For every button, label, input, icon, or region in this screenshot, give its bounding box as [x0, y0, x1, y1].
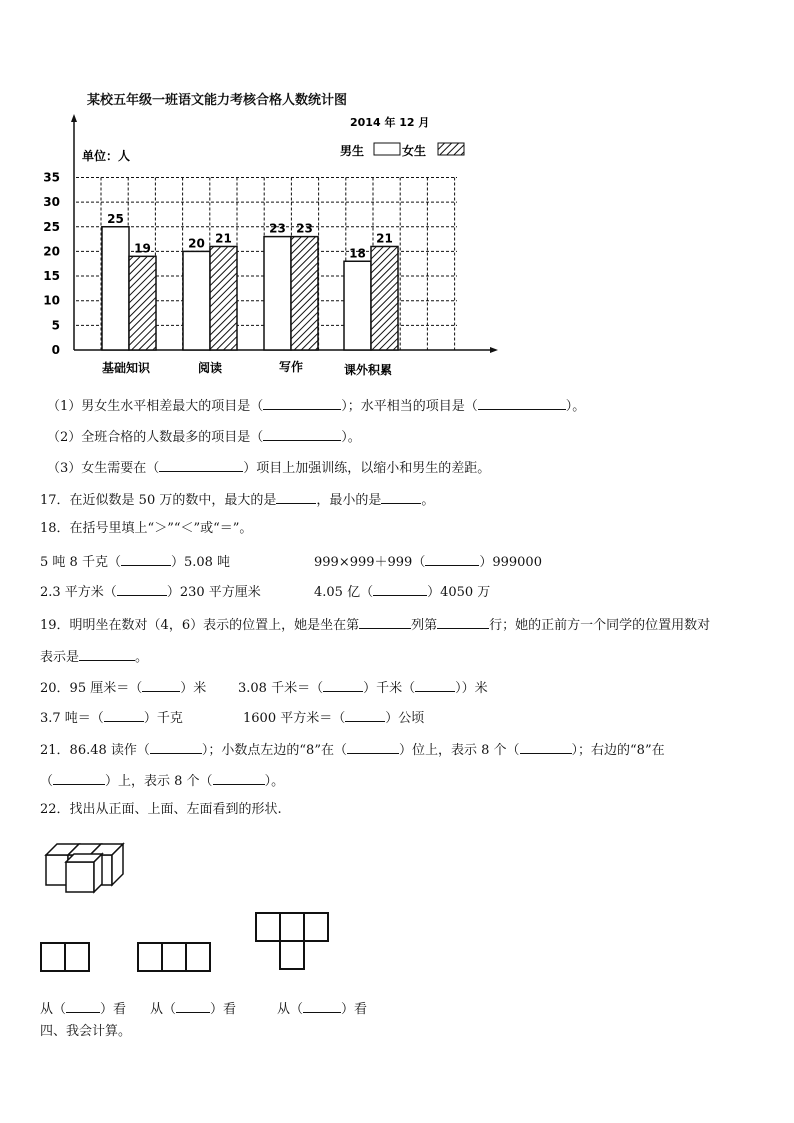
legend — [340, 143, 464, 158]
answer-blank[interactable] — [276, 490, 316, 504]
q16-1-text-a: （1）男女生水平相差最大的项目是（ — [47, 399, 264, 414]
bar-value-label: 23 — [296, 221, 313, 236]
legend-swatch-boys — [374, 143, 400, 155]
q16-3-text-a: （3）女生需要在（ — [47, 461, 160, 476]
x-category-label: 课外积累 — [343, 363, 393, 377]
q21-line2 — [40, 771, 284, 790]
bar-value-label: 18 — [349, 246, 366, 261]
q17-text-b: ，最小的是 — [316, 493, 382, 508]
y-tick-label: 20 — [43, 244, 60, 259]
answer-blank[interactable] — [303, 999, 341, 1013]
q21-line1 — [40, 740, 665, 759]
q18-text: 2.3 平方米（ — [40, 585, 117, 600]
answer-blank[interactable] — [345, 708, 385, 722]
bar-value-label: 20 — [188, 236, 205, 251]
q16-2-text-b: ）。 — [341, 430, 361, 445]
view-option-3 — [256, 913, 328, 969]
bar-value-label: 21 — [215, 231, 232, 246]
answer-blank[interactable] — [117, 582, 167, 596]
q21-text-d: ）；右边的“8”在 — [571, 743, 665, 758]
legend-label-girls: 女生 — [402, 144, 427, 158]
bar-value-label: 19 — [134, 241, 151, 256]
answer-blank[interactable] — [263, 396, 341, 410]
cube-front — [66, 862, 94, 892]
answer-blank[interactable] — [176, 999, 210, 1013]
q18-text: 4.05 亿（ — [314, 585, 374, 600]
bar-girls — [291, 237, 318, 350]
q20-text: ）米 — [180, 681, 207, 696]
q20-row2-left — [40, 708, 183, 727]
q20-text: 3.7 吨＝（ — [40, 711, 104, 726]
answer-blank[interactable] — [323, 678, 363, 692]
q21-text-f: ）上，表示 8 个（ — [105, 774, 213, 789]
x-category-label: 写作 — [278, 360, 304, 374]
q22-view-3 — [277, 999, 367, 1018]
q20-row1-right — [238, 678, 488, 697]
q22-text: ）看 — [341, 1002, 368, 1017]
q21-text-b: ）；小数点左边的“8”在（ — [201, 743, 347, 758]
bar-boys — [183, 251, 210, 350]
q19-text-a: 19．明明坐在数对（4，6）表示的位置上，她是坐在第 — [40, 618, 360, 633]
q18-text: ）5.08 吨 — [170, 555, 231, 570]
q22-text: ）看 — [100, 1002, 127, 1017]
unit-label: 单位：人 — [82, 149, 131, 163]
q19-text-b: 列第 — [411, 618, 438, 633]
y-axis-arrow — [71, 114, 77, 122]
q21-text-c: ）位上，表示 8 个（ — [398, 743, 520, 758]
y-tick-label: 0 — [51, 343, 60, 357]
q20-text: 1600 平方米＝（ — [243, 711, 346, 726]
answer-blank[interactable] — [66, 999, 100, 1013]
q22-title: 22．找出从正面、上面、左面看到的形状. — [40, 802, 282, 817]
bar-value-label: 25 — [107, 211, 124, 226]
q17-text-c: 。 — [421, 493, 435, 508]
q22-view-1 — [40, 999, 126, 1018]
bars — [102, 212, 398, 350]
answer-blank[interactable] — [373, 582, 427, 596]
answer-blank[interactable] — [415, 678, 455, 692]
section-4-heading: 四、我会计算。 — [40, 1024, 132, 1039]
q19-text-d: 表示是 — [40, 650, 80, 665]
q18-row1-left — [40, 552, 230, 571]
q18-row1-right — [314, 552, 542, 571]
q20-text: ））米 — [455, 681, 488, 696]
cube-stack-figure — [46, 844, 123, 892]
x-category-label: 基础知识 — [101, 361, 151, 375]
q21-text-a: 21．86.48 读作（ — [40, 743, 150, 758]
y-tick-label: 35 — [43, 170, 60, 185]
q16-3-text-b: ）项目上加强训练，以缩小和男生的差距。 — [243, 461, 491, 476]
answer-blank[interactable] — [359, 615, 411, 629]
q16-2 — [47, 427, 361, 446]
y-tick-label: 10 — [43, 293, 60, 308]
answer-blank[interactable] — [520, 740, 572, 754]
answer-blank[interactable] — [263, 427, 341, 441]
q18-text: ）4050 万 — [427, 585, 491, 600]
q18-row2-right — [314, 582, 490, 601]
q19-line1 — [40, 615, 710, 634]
q17-text-a: 17．在近似数是 50 万的数中，最大的是 — [40, 493, 277, 508]
chart-date: 2014 年 12 月 — [350, 116, 430, 129]
q18-text: ）230 平方厘米 — [166, 585, 261, 600]
q22-view-2 — [150, 999, 236, 1018]
q16-1 — [47, 396, 585, 415]
q19-text-e: 。 — [135, 650, 149, 665]
legend-label-boys: 男生 — [340, 144, 365, 158]
bar-value-label: 23 — [269, 221, 286, 236]
answer-blank[interactable] — [381, 490, 421, 504]
q18-row2-left — [40, 582, 261, 601]
view-option-2 — [138, 943, 210, 971]
q16-1-text-c: ）。 — [565, 399, 586, 414]
q16-1-text-b: ）；水平相当的项目是（ — [341, 399, 478, 414]
bar-boys — [264, 237, 291, 350]
y-tick-label: 5 — [51, 318, 60, 333]
q22-text: 从（ — [277, 1002, 304, 1017]
q19-text-c: 行；她的正前方一个同学的位置用数对 — [489, 618, 711, 633]
answer-blank[interactable] — [79, 647, 135, 661]
q17 — [40, 490, 434, 509]
q18-text: 5 吨 8 千克（ — [40, 555, 121, 570]
answer-blank[interactable] — [150, 740, 202, 754]
answer-blank[interactable] — [478, 396, 566, 410]
cube-face — [46, 855, 68, 885]
x-category-label: 阅读 — [197, 361, 223, 375]
q18-text: 999×999＋999（ — [314, 555, 426, 570]
answer-blank[interactable] — [347, 740, 399, 754]
q22-text: ）看 — [210, 1002, 237, 1017]
answer-blank[interactable] — [53, 771, 105, 785]
q16-3 — [47, 458, 490, 477]
x-axis-arrow — [490, 347, 498, 353]
bar-boys — [344, 261, 371, 350]
y-ticks — [43, 170, 60, 357]
y-tick-label: 15 — [43, 269, 60, 284]
view-option-1 — [41, 943, 89, 971]
q20-row1-left — [40, 678, 206, 697]
q20-text: 20．95 厘米＝（ — [40, 681, 143, 696]
bar-girls — [371, 246, 398, 350]
bar-girls — [129, 256, 156, 350]
bar-boys — [102, 227, 129, 350]
q20-text: ）千克 — [143, 711, 183, 726]
answer-blank[interactable] — [437, 615, 489, 629]
q20-text: ）千米（ — [363, 681, 416, 696]
y-tick-label: 25 — [43, 219, 60, 234]
answer-blank[interactable] — [213, 771, 265, 785]
answer-blank[interactable] — [425, 552, 479, 566]
bar-girls — [210, 246, 237, 350]
q21-text-e: （ — [40, 774, 54, 789]
bar-chart — [0, 0, 794, 400]
q20-row2-right — [243, 708, 424, 727]
answer-blank[interactable] — [142, 678, 180, 692]
answer-blank[interactable] — [104, 708, 144, 722]
answer-blank[interactable] — [159, 458, 243, 472]
q22-figures — [0, 830, 794, 980]
answer-blank[interactable] — [121, 552, 171, 566]
q20-text: 3.08 千米＝（ — [238, 681, 324, 696]
q22-text: 从（ — [40, 1002, 67, 1017]
q19-line2 — [40, 647, 148, 666]
q22-text: 从（ — [150, 1002, 177, 1017]
bar-value-label: 21 — [376, 231, 393, 246]
q21-text-g: ）。 — [264, 774, 285, 789]
chart-title: 某校五年级一班语文能力考核合格人数统计图 — [87, 93, 348, 108]
q16-2-text-a: （2）全班合格的人数最多的项目是（ — [47, 430, 264, 445]
legend-swatch-girls — [438, 143, 464, 155]
q18-title: 18．在括号里填上“＞”“＜”或“＝”。 — [40, 521, 253, 536]
q18-text: ）999000 — [479, 555, 542, 570]
x-labels — [102, 359, 392, 377]
y-tick-label: 30 — [43, 195, 60, 210]
q20-text: ）公顷 — [385, 711, 425, 726]
